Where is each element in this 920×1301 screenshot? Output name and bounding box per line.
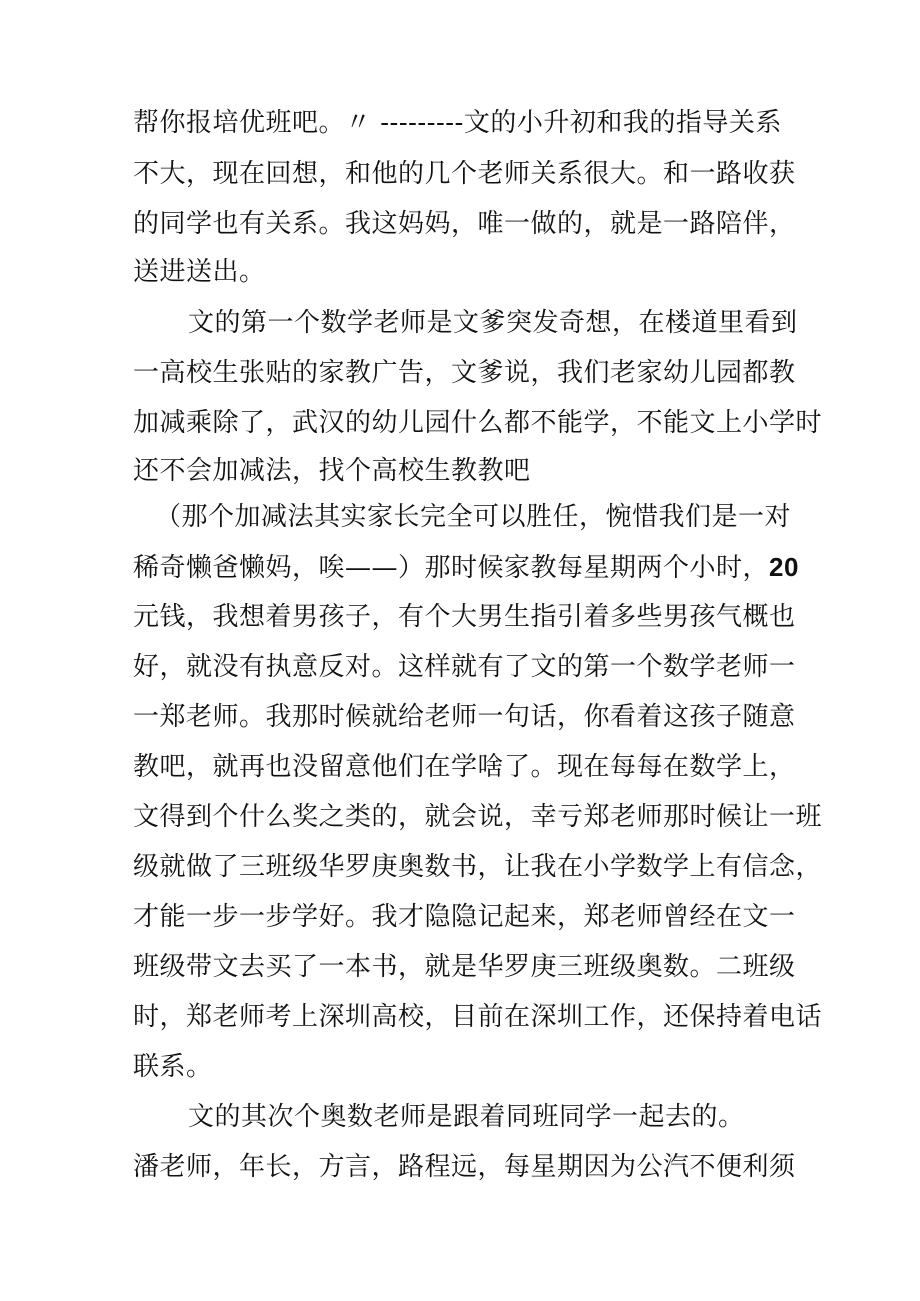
paragraph-first-line: 文的其次个奥数老师是跟着同班同学一起去的。: [188, 1102, 745, 1132]
text-line: 班级带文去买了一本书，就是华罗庚三班级奥数。二班级: [133, 952, 796, 982]
text-line: 潘老师，年长，方言，路程远，每星期因为公汽不便利须: [133, 1152, 796, 1182]
text-line: 级就做了三班级华罗庚奥数书，让我在小学数学上有信念，: [133, 852, 823, 882]
text-line: 联系。: [133, 1052, 213, 1082]
text-line: 一郑老师。我那时候就给老师一句话，你看着这孩子随意: [133, 702, 796, 732]
text-line: 加减乘除了，武汉的幼儿园什么都不能学，不能文上小学时: [133, 408, 823, 438]
text-line: 教吧，就再也没留意他们在学啥了。现在每每在数学上，: [133, 752, 796, 782]
text-line: 一高校生张贴的家教广告，文爹说，我们老家幼儿园都教: [133, 358, 796, 388]
text-line: 送进送出。: [133, 257, 266, 287]
text-line: 还不会加减法，找个高校生教教吧: [133, 456, 531, 486]
text-line: 元钱，我想着男孩子，有个大男生指引着多些男孩气概也: [133, 602, 796, 632]
text-line: [133, 547, 799, 588]
text-line: 好，就没有执意反对。这样就有了文的第一个数学老师一: [133, 652, 796, 682]
text-segment: 稀奇懒爸懒妈，唉——）那时候家教每星期两个小时，: [133, 553, 770, 583]
text-line: 时，郑老师考上深圳高校，目前在深圳工作，还保持着电话: [133, 1002, 823, 1032]
text-line: 不大，现在回想，和他的几个老师关系很大。和一路收获: [133, 159, 796, 189]
paragraph-first-line: 文的第一个数学老师是文爹突发奇想，在楼道里看到: [188, 308, 798, 338]
number-text: 20: [769, 552, 799, 582]
text-line: 文得到个什么奖之类的，就会说，幸亏郑老师那时候让一班: [133, 802, 823, 832]
text-line: （那个加减法其实家长完全可以胜任，惋惜我们是一对: [155, 502, 792, 532]
text-line: 才能一步一步学好。我才隐隐记起来，郑老师曾经在文一: [133, 902, 796, 932]
text-line: 帮你报培优班吧。〃 ---------文的小升初和我的指导关系: [133, 108, 782, 138]
text-line: 的同学也有关系。我这妈妈，唯一做的，就是一路陪伴，: [133, 209, 796, 239]
